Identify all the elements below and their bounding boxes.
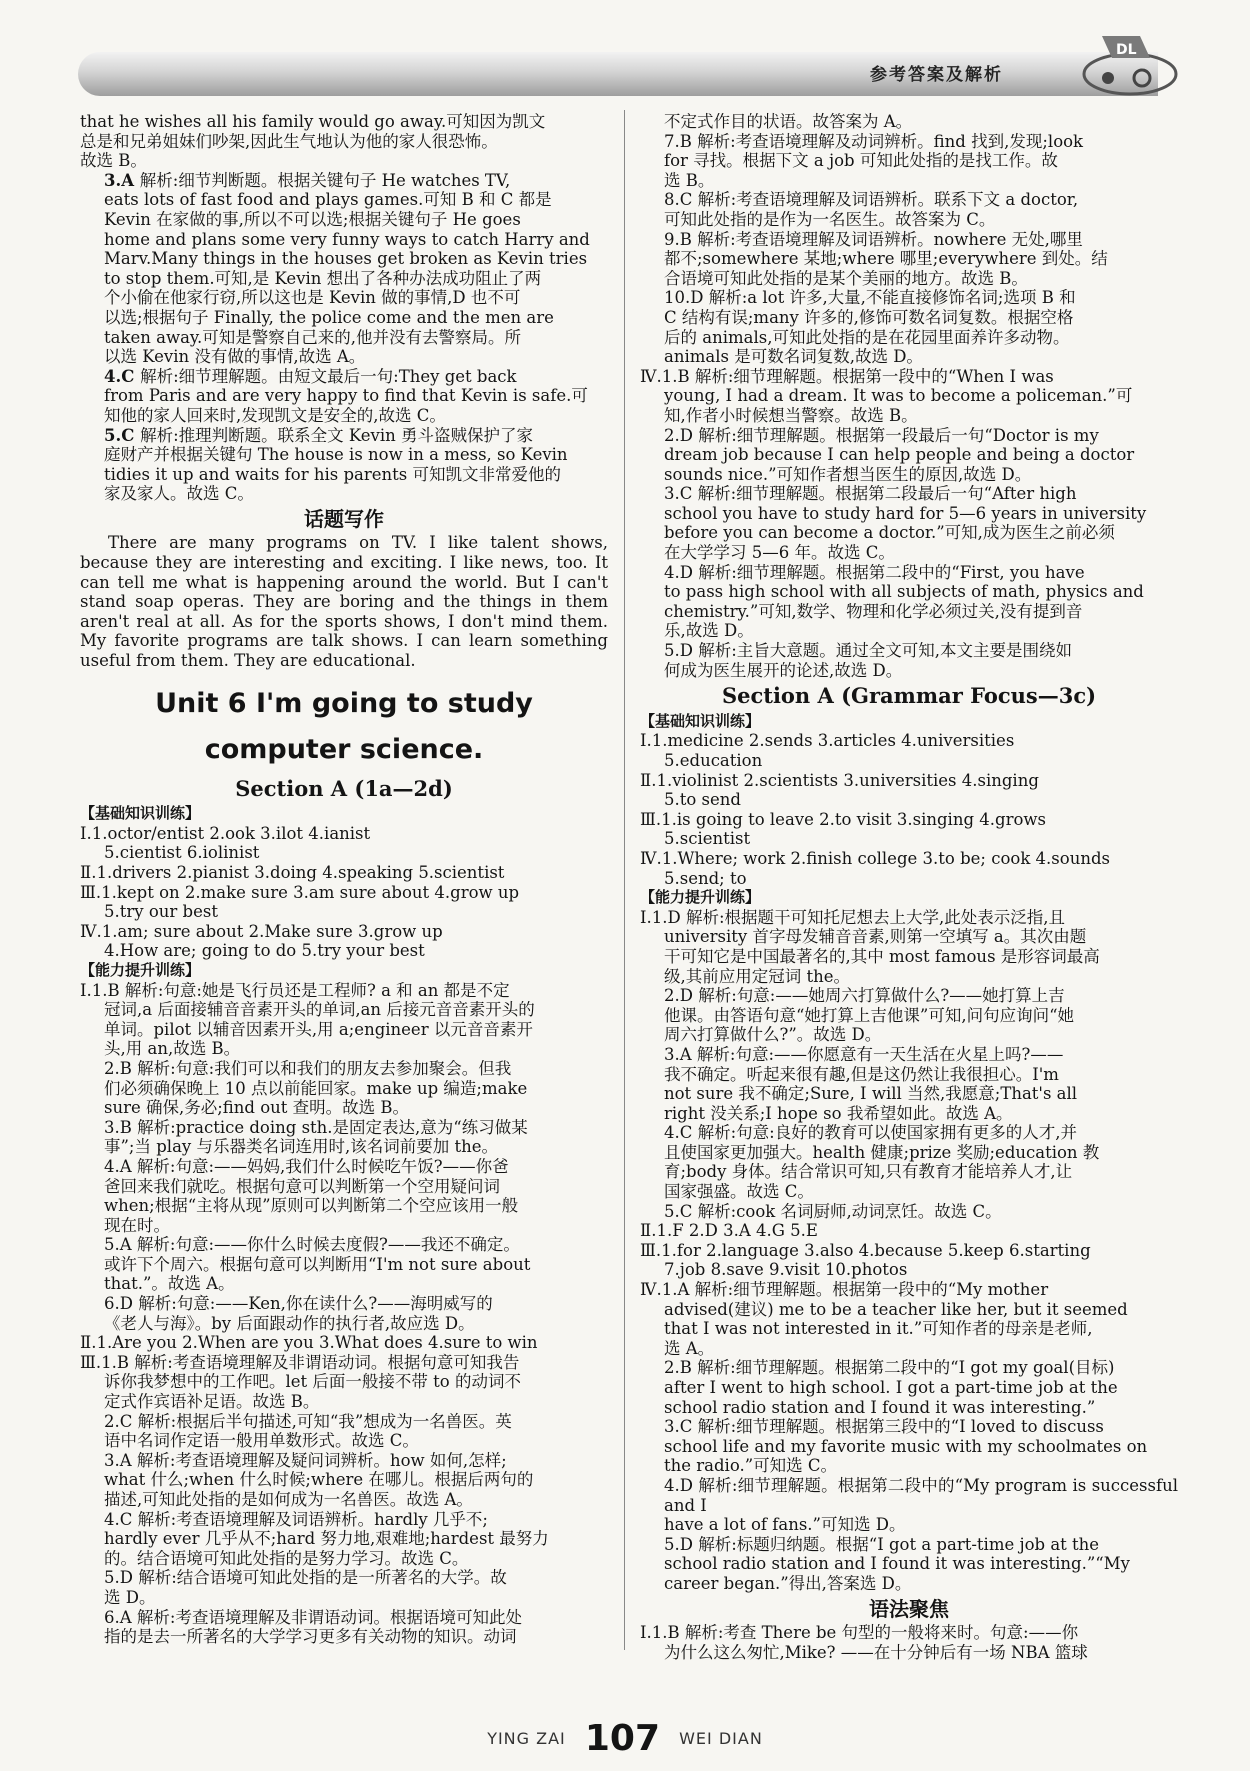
answer-line bbox=[80, 386, 608, 406]
answer-text: 解析:推理判断题。联系全文 Kevin 勇斗盗贼保护了家 bbox=[140, 425, 534, 445]
answer-line: 5.D 解析:主旨大意题。通过全文可知,本文主要是围绕如 bbox=[664, 641, 1073, 661]
answer-line: to pass high school with all subjects of math, physics and bbox=[664, 582, 1144, 602]
answer-line: after I went to high school. I got a part-time job at the bbox=[664, 1378, 1118, 1397]
footer-right-text: WEI DIAN bbox=[679, 1729, 763, 1748]
answer-line: C 结构有误;many 许多的,修饰可数名词复数。根据空格 bbox=[664, 307, 1074, 327]
answer-line: 故选 B。 bbox=[80, 151, 147, 171]
answer-line: right 没关系;I hope so 我希望如此。故选 A。 bbox=[664, 1103, 1013, 1123]
answer-text: to stop them.可知,是 Kevin 想出了各种办法成功阻止了两 bbox=[104, 268, 542, 288]
answer-line: Ⅱ.1.F 2.D 3.A 4.G 5.E bbox=[640, 1221, 818, 1241]
answer-text: taken away.可知是警察自己来的,他并没有去警察局。所 bbox=[104, 327, 522, 347]
answer-line bbox=[80, 190, 608, 210]
answer-line: 现在时。 bbox=[104, 1215, 170, 1235]
ability-training-label: 【能力提升训练】 bbox=[80, 960, 201, 979]
basic-answers bbox=[640, 731, 1178, 888]
answer-number: 3.A bbox=[104, 170, 140, 190]
answer-line: 在大学学习 5—6 年。故选 C。 bbox=[664, 543, 895, 563]
answer-text: tidies it up and waits for his parents 可知凯文非常爱他的 bbox=[104, 464, 561, 484]
answer-line bbox=[80, 406, 608, 426]
answer-line: sounds nice.”可知作者想当医生的原因,故选 D。 bbox=[664, 464, 1032, 484]
answer-line: Ⅰ.1.B 解析:考查 There be 句型的一般将来时。句意:——你 bbox=[640, 1623, 1079, 1643]
answer-line: 选 A。 bbox=[664, 1338, 715, 1358]
answer-line: 爸回来我们就吃。根据句意可以判断第一个空用疑问词 bbox=[104, 1176, 500, 1196]
answer-line: 单词。pilot 以辅音因素开头,用 a;engineer 以元音音素开 bbox=[104, 1019, 533, 1039]
answer-line: 2.B 解析:细节理解题。根据第二段中的“I got my goal(目标) bbox=[664, 1358, 1115, 1378]
answer-line: animals 是可数名词复数,故选 D。 bbox=[664, 347, 923, 367]
answer-line: 指的是去一所著名的大学学习更多有关动物的知识。动词 bbox=[104, 1627, 517, 1647]
basic-training-label: 【基础知识训练】 bbox=[640, 711, 761, 730]
answer-line bbox=[80, 210, 608, 230]
answer-line: when;根据“主将从现”原则可以判断第二个空应该用一般 bbox=[104, 1196, 519, 1216]
answer-line: school radio station and I found it was interesting.”“My bbox=[664, 1554, 1130, 1574]
answer-line: 5.C 解析:cook 名词厨师,动词烹饪。故选 C。 bbox=[664, 1201, 1002, 1221]
answer-line: 4.D 解析:细节理解题。根据第二段中的“First, you have bbox=[664, 562, 1085, 582]
answer-line: 我不确定。听起来很有趣,但是这仍然让我很担心。I'm bbox=[664, 1064, 1059, 1084]
answer-line bbox=[80, 484, 608, 504]
answer-line: 干可知它是中国最著名的,其中 most famous 是形容词最高 bbox=[664, 946, 1100, 966]
answer-line: 后的 animals,可知此处指的是在花园里面养许多动物。 bbox=[664, 327, 1070, 347]
answer-line: 4.C 解析:考查语境理解及词语辨析。hardly 几乎不; bbox=[104, 1509, 488, 1529]
answer-line: sure 确保,务必;find out 查明。故选 B。 bbox=[104, 1098, 410, 1118]
answer-line bbox=[80, 328, 608, 348]
ability-answers bbox=[640, 908, 1178, 1594]
answer-line: 乐,故选 D。 bbox=[664, 621, 754, 641]
answer-line: before you can become a doctor.”可知,成为医生之前必须 bbox=[664, 523, 1115, 543]
answer-text: 知他的家人回来时,发现凯文是安全的,故选 C。 bbox=[104, 405, 446, 425]
basic-answers bbox=[80, 824, 608, 961]
answer-line: 2.C 解析:根据后半句描述,可知“我”想成为一名兽医。英 bbox=[104, 1411, 512, 1431]
unit-title-line1: Unit 6 I'm going to study bbox=[155, 687, 533, 719]
answer-line: Ⅳ.1.Where; work 2.finish college 3.to be; cook 4.sounds bbox=[640, 848, 1110, 868]
answer-text: 家及家人。故选 C。 bbox=[104, 484, 254, 504]
reading-answers bbox=[80, 171, 608, 504]
answer-line bbox=[80, 367, 608, 387]
answer-line: 选 B。 bbox=[664, 170, 715, 190]
left-top-answers bbox=[80, 112, 608, 171]
answer-text: 庭财产并根据关键句 The house is now in a mess, so Kevin bbox=[104, 445, 568, 465]
page-number: 107 bbox=[584, 1718, 661, 1759]
answer-line: 为什么这么匆忙,Mike? ——在十分钟后有一场 NBA 篮球 bbox=[664, 1642, 1088, 1662]
right-column bbox=[640, 112, 1178, 1662]
answer-line: 6.A 解析:考查语境理解及非谓语动词。根据语境可知此处 bbox=[104, 1607, 522, 1627]
answer-line bbox=[80, 269, 608, 289]
answer-line: 总是和兄弟姐妹们吵架,因此生气地认为他的家人很恐怖。 bbox=[80, 131, 498, 151]
answer-line bbox=[80, 445, 608, 465]
answer-line bbox=[80, 308, 608, 328]
answer-line: school life and my favorite music with my schoolmates on bbox=[664, 1436, 1148, 1456]
answer-line: Ⅲ.1.kept on 2.make sure 3.am sure about 4.grow up bbox=[80, 882, 520, 902]
logo-text: DL bbox=[1116, 42, 1137, 58]
answer-line: have a lot of fans.”可知选 D。 bbox=[664, 1515, 906, 1535]
answer-line: Ⅲ.1.for 2.language 3.also 4.because 5.keep 6.starting bbox=[640, 1240, 1091, 1260]
answer-line: 4.A 解析:句意:——妈妈,我们什么时候吃午饭?——你爸 bbox=[104, 1156, 509, 1176]
answer-line bbox=[80, 426, 608, 446]
answer-line: career began.”得出,答案选 D。 bbox=[664, 1573, 912, 1593]
answer-line: 4.C 解析:句意:良好的教育可以使国家拥有更多的人才,并 bbox=[664, 1123, 1077, 1143]
answer-text: Kevin 在家做的事,所以不可以选;根据关键句子 He goes bbox=[104, 209, 521, 229]
answer-line: dream job because I can help people and being a doctor bbox=[664, 445, 1135, 465]
answer-line bbox=[80, 288, 608, 308]
answer-line: 2.D 解析:句意:——她周六打算做什么?——她打算上吉 bbox=[664, 986, 1065, 1006]
answer-line: 2.B 解析:句意:我们可以和我们的朋友去参加聚会。但我 bbox=[104, 1058, 512, 1078]
answer-line: 合语境可知此处指的是某个美丽的地方。故选 B。 bbox=[664, 268, 1028, 288]
answer-line: Ⅳ.1.am; sure about 2.Make sure 3.grow up bbox=[80, 921, 443, 941]
answer-line: 选 D。 bbox=[104, 1587, 156, 1607]
answer-line: 3.C 解析:细节理解题。根据第二段最后一句“After high bbox=[664, 484, 1077, 504]
answer-text: 以选;根据句子 Finally, the police come and the men are bbox=[104, 307, 554, 327]
left-column bbox=[80, 112, 608, 1647]
page-footer bbox=[0, 1718, 1250, 1759]
answer-line: 冠词,a 后面接辅音音素开头的单词,an 后接元音音素开头的 bbox=[104, 1000, 535, 1020]
answer-line: Ⅲ.1.is going to leave 2.to visit 3.singing 4.grows bbox=[640, 809, 1046, 829]
ability-answers bbox=[80, 981, 608, 1647]
answer-line: Ⅰ.1.D 解析:根据题干可知托尼想去上大学,此处表示泛指,且 bbox=[640, 907, 1066, 927]
answer-line: 周六打算做什么?”。故选 D。 bbox=[664, 1025, 882, 1045]
answer-line: 5.D 解析:结合语境可知此处指的是一所著名的大学。故 bbox=[104, 1568, 507, 1588]
answer-line bbox=[80, 465, 608, 485]
answer-line: Ⅱ.1.Are you 2.When are you 3.What does 4.sure to win bbox=[80, 1333, 538, 1353]
answer-line: that.”。故选 A。 bbox=[104, 1274, 235, 1294]
grammar-answers bbox=[640, 1623, 1178, 1662]
answer-line: advised(建议) me to be a teacher like her, but it seemed bbox=[664, 1299, 1128, 1319]
answer-line: 定式作宾语补足语。故选 B。 bbox=[104, 1392, 320, 1412]
answer-line: 诉你我梦想中的工作吧。let 后面一般接不带 to 的动词不 bbox=[104, 1372, 521, 1392]
basic-training-label: 【基础知识训练】 bbox=[80, 804, 201, 823]
answer-line: Ⅱ.1.violinist 2.scientists 3.universities 4.singing bbox=[640, 770, 1039, 790]
answer-line: not sure 我不确定;Sure, I will 当然,我愿意;That's all bbox=[664, 1084, 1078, 1104]
header-title: 参考答案及解析 bbox=[870, 65, 1003, 85]
ability-training-label: 【能力提升训练】 bbox=[640, 888, 761, 907]
answer-line: Ⅳ.1.A 解析:细节理解题。根据第一段中的“My mother bbox=[640, 1280, 1049, 1300]
answer-number: 5.C bbox=[104, 425, 141, 445]
answer-text: 以选 Kevin 没有做的事情,故选 A。 bbox=[104, 347, 366, 367]
answer-line: 3.B 解析:practice doing sth.是固定表达,意为“练习做某 bbox=[104, 1117, 528, 1137]
answer-line bbox=[80, 171, 608, 191]
answer-line: Ⅰ.1.octor/entist 2.ook 3.ilot 4.ianist bbox=[80, 823, 371, 843]
answer-text: from Paris and are very happy to find that Kevin is safe.可 bbox=[104, 386, 588, 406]
answer-line: that he wishes all his family would go away.可知因为凯文 bbox=[80, 112, 546, 131]
answer-line: the radio.”可知选 C。 bbox=[664, 1456, 838, 1476]
answer-line: 10.D 解析:a lot 许多,大量,不能直接修饰名词;选项 B 和 bbox=[664, 288, 1076, 308]
answer-line: 5.A 解析:句意:——你什么时候去度假?——我还不确定。 bbox=[104, 1235, 520, 1255]
writing-title: 话题写作 bbox=[304, 506, 384, 531]
answer-line: 9.B 解析:考查语境理解及词语辨析。nowhere 无处,哪里 bbox=[664, 229, 1083, 249]
answer-line: 事”;当 play 与乐器类名词连用时,该名词前要加 the。 bbox=[104, 1137, 498, 1157]
answer-line: Ⅱ.1.drivers 2.pianist 3.doing 4.speaking 5.scientist bbox=[80, 863, 505, 882]
section-title: Section A (1a—2d) bbox=[235, 775, 453, 801]
answer-line: 5.education bbox=[664, 751, 763, 770]
answer-line: for 寻找。根据下文 a job 可知此处指的是找工作。故 bbox=[664, 151, 1058, 171]
brand-logo-icon bbox=[1080, 28, 1180, 102]
answer-line bbox=[80, 230, 608, 250]
answer-line: 描述,可知此处指的是如何成为一名兽医。故选 A。 bbox=[104, 1490, 473, 1509]
answer-line: chemistry.”可知,数学、物理和化学必须过关,没有提到音 bbox=[664, 601, 1083, 621]
answer-line bbox=[80, 347, 608, 367]
answer-line: 都不;somewhere 某地;where 哪里;everywhere 到处。结 bbox=[664, 249, 1108, 269]
answer-line: 何成为医生展开的论述,故选 D。 bbox=[664, 660, 903, 680]
answer-text: 解析:细节理解题。由短文最后一句:They get back bbox=[140, 366, 517, 386]
answer-line: hardly ever 几乎从不;hard 努力地,艰难地;hardest 最努力 bbox=[104, 1529, 549, 1549]
answer-line: 3.A 解析:句意:——你愿意有一天生活在火星上吗?—— bbox=[664, 1044, 1064, 1064]
answer-line: 的。结合语境可知此处指的是努力学习。故选 C。 bbox=[104, 1548, 469, 1568]
answer-text: Marv.Many things in the houses get broken as Kevin tries bbox=[104, 249, 588, 269]
answer-line: 语中名词作定语一般用单数形式。故选 C。 bbox=[104, 1431, 419, 1451]
answer-text: home and plans some very funny ways to catch Harry and bbox=[104, 229, 590, 249]
answer-line: 3.C 解析:细节理解题。根据第三段中的“I loved to discuss bbox=[664, 1417, 1104, 1437]
answer-line: 5.to send bbox=[664, 790, 741, 810]
answer-line: Ⅲ.1.B 解析:考查语境理解及非谓语动词。根据句意可知我告 bbox=[80, 1352, 520, 1372]
answer-line: school radio station and I found it was interesting.” bbox=[664, 1397, 1096, 1417]
unit-title-line2: computer science. bbox=[204, 733, 484, 765]
footer-left-text: YING ZAI bbox=[487, 1729, 566, 1748]
answer-line: 4.D 解析:细节理解题。根据第二段中的“My program is successful and I bbox=[664, 1475, 1178, 1515]
answer-line bbox=[80, 249, 608, 269]
answer-line: 知,作者小时候想当警察。故选 B。 bbox=[664, 405, 918, 425]
answer-line: 不定式作目的状语。故答案为 A。 bbox=[664, 112, 913, 131]
answer-line: school you have to study hard for 5—6 years in university bbox=[664, 503, 1147, 523]
answer-line: 2.D 解析:细节理解题。根据第一段最后一句“Doctor is my bbox=[664, 425, 1099, 445]
answer-line: 且使国家更加强大。health 健康;prize 奖励;education 教 bbox=[664, 1142, 1100, 1162]
answer-line: 5.scientist bbox=[664, 829, 751, 849]
answer-line: Ⅰ.1.medicine 2.sends 3.articles 4.universities bbox=[640, 731, 1015, 751]
answer-line: 5.cientist 6.iolinist bbox=[104, 843, 260, 863]
answer-line: 头,用 an,故选 B。 bbox=[104, 1039, 241, 1059]
answer-line: Ⅰ.1.B 解析:句意:她是飞行员还是工程师? a 和 an 都是不定 bbox=[80, 980, 510, 1000]
right-top-answers bbox=[640, 112, 1178, 680]
answer-line: 级,其前应用定冠词 the。 bbox=[664, 966, 851, 986]
answer-line: 4.How are; going to do 5.try your best bbox=[104, 941, 425, 961]
writing-text: There are many programs on TV. I like talent shows, because they are interesting and exciting. I like news, too. It can tell me what is happening around the world. But I can't stand soap operas. They are boring and the things in them aren't real at all. As for the sports shows, I don't mind them. My favorite programs are talk shows. I can learn something useful from them. They are educational. bbox=[80, 533, 608, 671]
answer-line: 《老人与海》。by 后面跟动作的执行者,故应选 D。 bbox=[104, 1313, 475, 1333]
answer-line: 他课。由答语句意“她打算上吉他课”可知,问句应询问“她 bbox=[664, 1005, 1075, 1025]
answer-line: 5.send; to bbox=[664, 868, 747, 888]
answer-line: 7.B 解析:考查语境理解及动词辨析。find 找到,发现;look bbox=[664, 131, 1084, 151]
answer-line: 6.D 解析:句意:——Ken,你在读什么?——海明威写的 bbox=[104, 1294, 493, 1314]
answer-line: university 首字母发辅音音素,则第一空填写 a。其次由题 bbox=[664, 927, 1087, 947]
answer-line: 7.job 8.save 9.visit 10.photos bbox=[664, 1260, 908, 1280]
answer-line: 们必须确保晚上 10 点以前能回家。make up 编造;make bbox=[104, 1078, 528, 1098]
answer-text: eats lots of fast food and plays games.可知 B 和 C 都是 bbox=[104, 190, 552, 210]
answer-line: that I was not interested in it.”可知作者的母亲是老师, bbox=[664, 1319, 1093, 1339]
column-divider bbox=[624, 110, 625, 1650]
page-header-band bbox=[78, 52, 1158, 96]
answer-line: 5.D 解析:标题归纳题。根据“I got a part-time job at the bbox=[664, 1534, 1100, 1554]
section-title-grammar-focus: Section A (Grammar Focus—3c) bbox=[721, 683, 1097, 709]
answer-line: 8.C 解析:考查语境理解及词语辨析。联系下文 a doctor, bbox=[664, 190, 1079, 210]
answer-line: 或许下个周六。根据句意可以判断用“I'm not sure about bbox=[104, 1254, 531, 1274]
answer-line: 可知此处指的是作为一名医生。故答案为 C。 bbox=[664, 209, 996, 229]
answer-text: 解析:细节判断题。根据关键句子 He watches TV, bbox=[139, 170, 511, 190]
answer-line: 育;body 身体。结合常识可知,只有教育才能培养人才,让 bbox=[664, 1162, 1073, 1182]
grammar-title: 语法聚焦 bbox=[869, 1596, 949, 1621]
answer-line: Ⅳ.1.B 解析:细节理解题。根据第一段中的“When I was bbox=[640, 366, 1054, 386]
answer-text: 个小偷在他家行窃,所以这也是 Kevin 做的事情,D 也不可 bbox=[104, 288, 521, 308]
answer-line: what 什么;when 什么时候;where 在哪儿。根据后两句的 bbox=[104, 1470, 534, 1490]
answer-number: 4.C bbox=[104, 366, 141, 386]
answer-line: 5.try our best bbox=[104, 902, 218, 922]
answer-line: 国家强盛。故选 C。 bbox=[664, 1182, 814, 1202]
answer-line: 3.A 解析:考查语境理解及疑问词辨析。how 如何,怎样; bbox=[104, 1450, 507, 1470]
answer-line: young, I had a dream. It was to become a policeman.”可 bbox=[664, 386, 1133, 406]
